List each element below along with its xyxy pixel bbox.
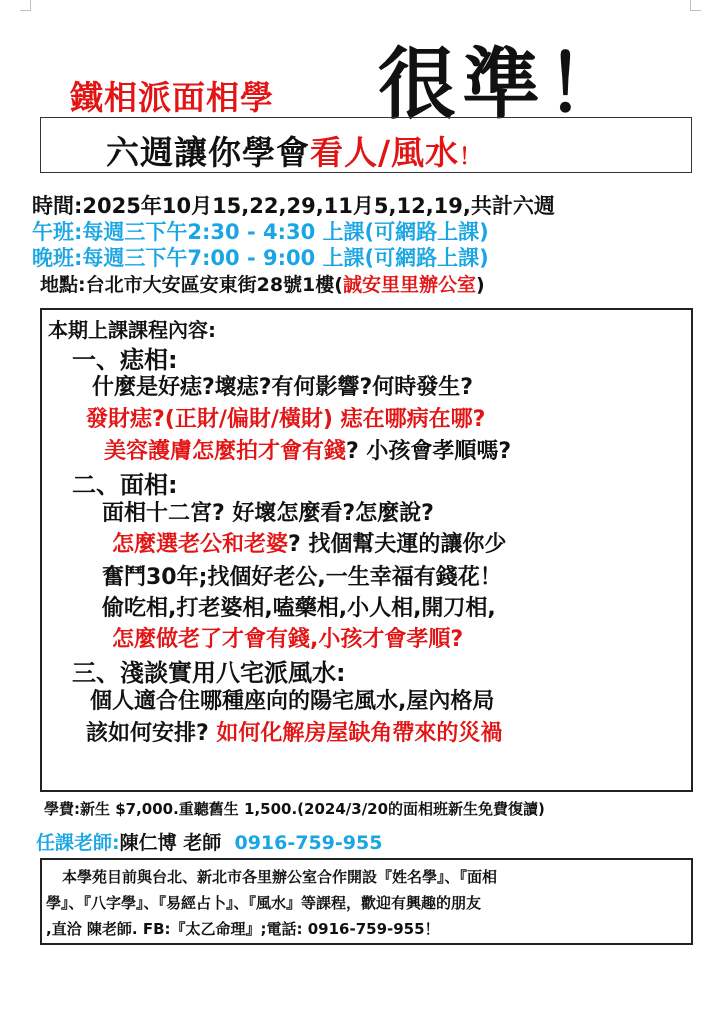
section1-line3-black: ? 小孩會孝順嗎? <box>346 439 512 464</box>
section1-line1: 什麼是好痣?壞痣?有何影響?何時發生? <box>92 375 474 400</box>
section3-line2 <box>86 716 502 747</box>
note-line3: ,直洽 陳老師. FB:『太乙命理』;電話: 0916-759-955！ <box>46 920 440 938</box>
section2-title: 二、面相: <box>72 471 178 499</box>
course-heading: 本期上課課程內容: <box>48 318 216 342</box>
crop-mark-top-right <box>690 0 701 11</box>
location-suffix: ) <box>475 274 485 296</box>
location-highlight: 誠安里里辦公室 <box>342 274 476 296</box>
section1-line2: 發財痣?(正財/偏財/橫財) 痣在哪病在哪? <box>86 407 486 432</box>
note-line1: 本學苑目前與台北、新北市各里辦公室合作開設『姓名學』、『面相 <box>62 868 498 886</box>
subtitle-prefix: 六週讓你學會 <box>106 133 310 172</box>
schedule-afternoon: 午班:每週三下午2:30 - 4:30 上課(可網路上課) <box>32 220 489 244</box>
teacher-phone: 0916-759-955 <box>234 832 383 854</box>
schedule-time: 時間:2025年10月15,22,29,11月5,12,19,共計六週 <box>32 194 555 218</box>
title-small: 鐵相派面相學 <box>70 78 274 117</box>
title-big: 很準！ <box>378 40 631 130</box>
subtitle <box>106 127 482 174</box>
section1-title: 一、痣相: <box>72 346 178 374</box>
teacher-name: 陳仁博 老師 <box>119 832 222 854</box>
schedule-evening: 晚班:每週三下午7:00 - 9:00 上課(可網路上課) <box>32 246 489 270</box>
section2-line5: 怎麼做老了才會有錢,小孩才會孝順? <box>112 627 464 652</box>
subtitle-highlight: 看人/風水 <box>310 133 460 172</box>
section1-line3 <box>104 434 511 465</box>
subtitle-suffix: ！ <box>459 145 483 170</box>
teacher-label: 任課老師: <box>36 832 120 854</box>
location-prefix: 地點:台北市大安區安東街28號1樓( <box>40 274 343 296</box>
section2-line4: 偷吃相,打老婆相,嗑藥相,小人相,開刀相, <box>102 596 496 621</box>
section2-line3: 奮鬥30年;找個好老公,一生幸福有錢花！ <box>102 565 502 590</box>
section2-line1: 面相十二宮? 好壞怎麼看?怎麼說? <box>102 501 434 526</box>
section1-line3-red: 美容護膚怎麼拍才會有錢 <box>104 439 347 464</box>
section3-line2-black: 該如何安排? <box>86 721 217 746</box>
section2-line2 <box>112 527 506 558</box>
section2-line2-black: ? 找個幫夫運的讓你少 <box>288 532 507 557</box>
schedule-location <box>40 270 485 297</box>
section3-line1: 個人適合住哪種座向的陽宅風水,屋內格局 <box>90 689 495 714</box>
fees-text: 學費:新生 $7,000.重聽舊生 1,500.(2024/3/20的面相班新生免費復讀) <box>44 800 545 818</box>
section3-title: 三、淺談實用八宅派風水: <box>72 659 346 687</box>
section3-line2-red: 如何化解房屋缺角帶來的災禍 <box>216 721 503 746</box>
note-line2: 學』、『八字學』、『易經占卜』、『風水』等課程，歡迎有興趣的朋友 <box>46 894 482 912</box>
section2-line2-red: 怎麼選老公和老婆 <box>112 532 289 557</box>
crop-mark-top-left <box>20 0 31 11</box>
teacher-line <box>36 828 382 855</box>
